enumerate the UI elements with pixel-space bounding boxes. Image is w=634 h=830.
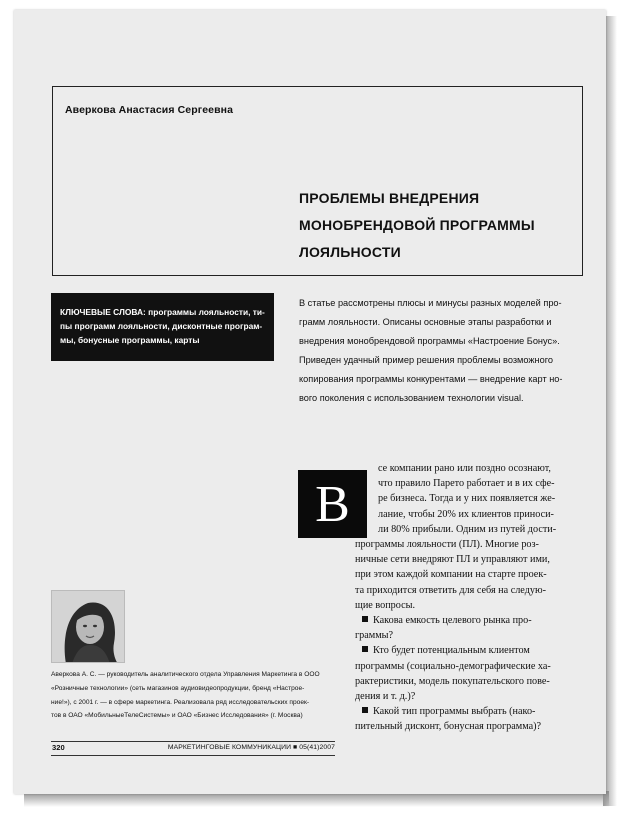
abstract-line: копирования программы конкурентами — внедрение карт но- <box>299 374 563 384</box>
bullet-text: граммы? <box>355 630 394 642</box>
drop-cap: В <box>298 470 367 538</box>
body-line: се компании рано или поздно осознают, <box>378 463 551 474</box>
keywords-line: КЛЮЧЕВЫЕ СЛОВА: программы лояльности, ти- <box>60 307 265 317</box>
question-bullet <box>355 613 551 628</box>
title-box <box>52 86 583 276</box>
bullet-text: рактеристики, модель покупательского пове- <box>355 675 550 687</box>
bullet-text: Какой тип программы выбрать (нако- <box>373 706 536 718</box>
journal-issue: МАРКЕТИНГОВЫЕ КОММУНИКАЦИИ ■ 05(41)2007 <box>167 744 335 751</box>
bullet-text: программы (социально-демографические ха- <box>355 660 551 672</box>
abstract-line: вого поколения с использованием технологии visual. <box>299 393 524 403</box>
page-footer <box>51 741 335 756</box>
bullet-text: Какова емкость целевого рынка про- <box>373 615 532 627</box>
keywords-box <box>51 293 274 361</box>
bio-line: тов в ОАО «МобильныеТелеСистемы» и ОАО «Бизнес Исследования» (г. Москва) <box>51 712 303 720</box>
body-line: та приходится ответить для себя на следую- <box>355 584 546 596</box>
page-number: 320 <box>52 743 65 752</box>
headline-line: ЛОЯЛЬНОСТИ <box>299 244 401 260</box>
bullet-text: пительный дисконт, бонусная программа)? <box>355 721 542 733</box>
body-line: лание, чтобы 20% их клиентов приноси- <box>378 508 554 520</box>
article-headline <box>299 185 569 266</box>
bio-line: «Розничные технологии» (сеть магазинов аудиовидеопродукции, бренд «Настрое- <box>51 684 305 692</box>
body-line: программы лояльности (ПЛ). Многие роз- <box>355 539 539 550</box>
author-photo <box>51 590 125 663</box>
author-portrait-image <box>52 591 125 663</box>
bullet-text: дения и т. д.)? <box>355 691 416 703</box>
body-line: ре бизнеса. Тогда и у них появляется же- <box>378 493 556 505</box>
body-text-wide <box>355 537 551 735</box>
body-line: ничные сети внедряют ПЛ и управляют ими, <box>355 554 550 566</box>
body-line: что правило Парето работает и в их сфе- <box>378 478 555 490</box>
abstract-line: Приведен удачный пример решения проблемы возможного <box>299 355 553 365</box>
body-line: ли 80% прибыли. Одним из путей дости- <box>378 523 557 535</box>
magazine-page <box>14 10 606 794</box>
headline-line: МОНОБРЕНДОВОЙ ПРОГРАММЫ <box>299 217 535 233</box>
body-text-narrow <box>378 461 556 537</box>
question-bullet <box>355 643 551 658</box>
question-bullet <box>355 704 551 719</box>
author-bio <box>51 668 341 723</box>
bullet-text: Кто будет потенциальным клиентом <box>373 645 530 657</box>
bio-line: Аверкова А. С. — руководитель аналитического отдела Управления Маркетинга в ООО <box>51 671 320 678</box>
body-line: щие вопросы. <box>355 599 416 611</box>
headline-line: ПРОБЛЕМЫ ВНЕДРЕНИЯ <box>299 190 480 206</box>
square-bullet-icon <box>362 616 368 622</box>
article-abstract <box>299 294 589 408</box>
abstract-line: внедрения монобрендовой программы «Настроение Бонус». <box>299 336 560 346</box>
abstract-line: В статье рассмотрены плюсы и минусы разных моделей про- <box>299 298 562 308</box>
body-line: при этом каждой компании на старте проек- <box>355 569 547 581</box>
keywords-line: пы программ лояльности, дисконтные програм- <box>60 321 263 331</box>
square-bullet-icon <box>362 646 368 652</box>
bio-line: ние!»), с 2001 г. — в сфере маркетинга. Реализовала ряд исследовательских проек- <box>51 698 310 706</box>
author-name: Аверкова Анастасия Сергеевна <box>65 104 234 116</box>
keywords-line: мы, бонусные программы, карты <box>60 335 200 345</box>
abstract-line: грамм лояльности. Описаны основные этапы разработки и <box>299 317 552 327</box>
square-bullet-icon <box>362 707 368 713</box>
